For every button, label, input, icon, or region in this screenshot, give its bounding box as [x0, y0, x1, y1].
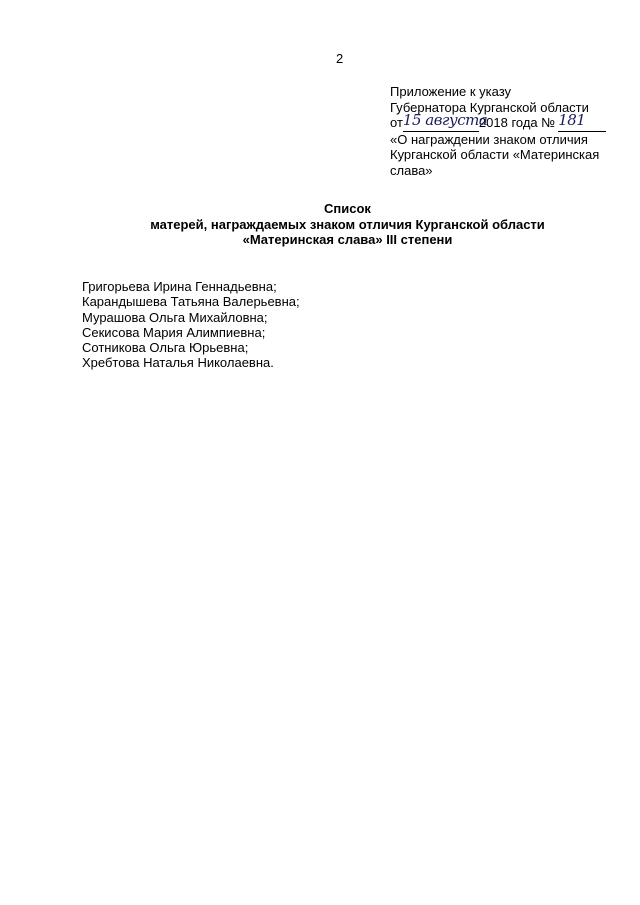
list-item: Григорьева Ирина Геннадьевна;: [82, 279, 277, 294]
title-line-3: «Материнская слава» III степени: [242, 232, 453, 247]
list-item: Карандышева Татьяна Валерьевна;: [82, 294, 300, 310]
list-item: Мурашова Ольга Михайловна;: [82, 309, 268, 325]
annex-line-1: Приложение к указу: [390, 84, 512, 99]
annex-line-6: слава»: [390, 162, 433, 178]
handwritten-date: 15 августа: [402, 111, 488, 129]
year-text: 2018 года №: [478, 115, 556, 130]
annex-date-line: [390, 111, 620, 132]
handwritten-number: 181: [558, 111, 586, 129]
title-line-1: Список: [324, 201, 371, 216]
document-title: [0, 201, 640, 248]
annex-line-5: Курганской области «Материнская: [390, 147, 600, 162]
date-prefix: от: [390, 115, 403, 130]
annex-line-2: Губернатора Курганской области: [390, 99, 589, 115]
annex-line-4: «О награждении знаком отличия: [390, 131, 588, 147]
decree-number-field: [558, 111, 606, 132]
list-item: Секисова Мария Алимпиевна;: [82, 324, 266, 340]
title-line-2: матерей, награждаемых знаком отличия Курганской области: [150, 216, 545, 232]
date-field: [402, 111, 488, 132]
annex-header: [390, 84, 620, 178]
list-item: Хребтова Наталья Николаевна.: [82, 355, 274, 371]
names-list: [82, 279, 300, 371]
list-item: Сотникова Ольга Юрьевна;: [82, 340, 249, 356]
page-number: 2: [336, 51, 344, 66]
